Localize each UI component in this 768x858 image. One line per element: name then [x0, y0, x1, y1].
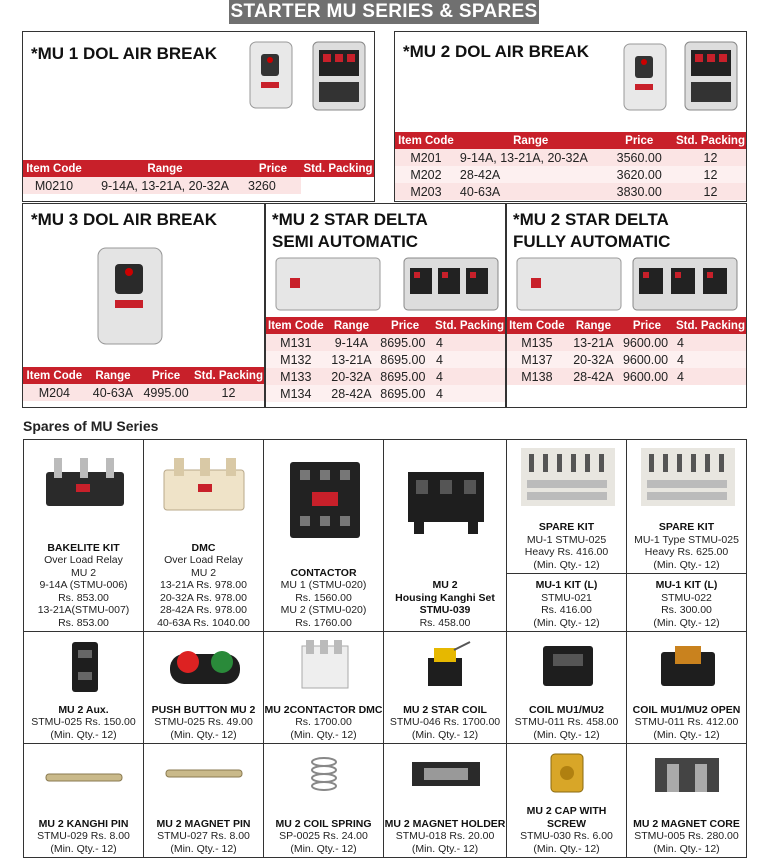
product-subtitle: SEMI AUTOMATIC — [272, 232, 419, 251]
col-item-code: Item Code — [507, 317, 567, 334]
col-item-code: Item Code — [395, 132, 457, 149]
table-row: M133 20-32A 8695.00 4 — [266, 368, 506, 385]
price-table — [23, 367, 265, 401]
spare-text — [384, 704, 506, 742]
table-row: M138 28-42A 9600.00 4 — [507, 368, 747, 385]
col-range: Range — [457, 132, 605, 149]
page-banner: STARTER MU SERIES & SPARES — [230, 1, 538, 22]
spare-name: MU 2 KANGHI PIN — [38, 817, 129, 830]
spare-detail: STMU-027 Rs. 8.00 — [157, 830, 250, 842]
spare-coil — [506, 631, 627, 744]
spare-detail: Rs. 1560.00 — [295, 591, 352, 604]
spare-name: MU 2 — [432, 579, 458, 591]
table-row: M203 40-63A 3830.00 12 — [395, 183, 747, 200]
contactor-image — [264, 456, 384, 542]
spare-detail: (Min. Qty.- 12) — [533, 842, 600, 855]
col-std-packing: Std. Packing — [192, 367, 265, 384]
starter-internal-image — [311, 40, 367, 112]
magnet-holder-image — [384, 754, 507, 794]
spare-text — [264, 704, 383, 742]
spare-text — [627, 579, 746, 629]
spare-text — [384, 579, 506, 629]
product-title: *MU 2 STAR DELTA — [513, 210, 669, 229]
spare-text — [264, 818, 383, 856]
table-row: M131 9-14A 8695.00 4 — [266, 334, 506, 351]
spare-detail: STMU-029 Rs. 8.00 — [37, 830, 130, 842]
spare-detail: Rs. 853.00 — [58, 616, 109, 629]
spare-detail: Rs. 300.00 — [661, 604, 712, 616]
spare-text — [627, 704, 746, 742]
starter-enclosure-image — [621, 42, 669, 112]
spare-detail: MU 2 — [190, 566, 217, 579]
coil-open-image — [627, 638, 747, 694]
starter-internal-image — [683, 40, 739, 112]
spare-coil-open — [626, 631, 747, 744]
spare-name: MU 2CONTACTOR DMC — [264, 703, 383, 716]
col-std-packing: Std. Packing — [301, 160, 375, 177]
spare-kit-l-2 — [626, 573, 747, 632]
spare-text — [627, 521, 746, 571]
spare-detail: MU 2 (STMU-020) — [280, 604, 367, 616]
spare-kit-2 — [626, 439, 747, 574]
col-price: Price — [620, 317, 674, 334]
product-title: *MU 2 STAR DELTA — [272, 210, 428, 229]
spare-text — [507, 579, 626, 629]
col-item-code: Item Code — [23, 367, 86, 384]
table-row: M132 13-21A 8695.00 4 — [266, 351, 506, 368]
spare-detail: Rs. 1700.00 — [295, 716, 352, 728]
col-price: Price — [377, 317, 433, 334]
spare-detail: 28-42A Rs. 978.00 — [160, 604, 247, 616]
product-subtitle: FULLY AUTOMATIC — [513, 232, 671, 251]
spare-aux — [23, 631, 144, 744]
product-title: *MU 3 DOL AIR BREAK — [31, 210, 218, 229]
spare-detail: Over Load Relay — [164, 554, 243, 566]
spare-text — [144, 704, 263, 742]
spare-detail: (Min. Qty.- 12) — [653, 842, 720, 855]
starter-enclosure-image — [247, 40, 295, 110]
spare-bakelite-kit — [23, 439, 144, 632]
spare-detail: (Min. Qty.- 12) — [533, 558, 600, 571]
spare-detail: (Min. Qty.- 12) — [653, 728, 720, 741]
spare-detail: MU-1 Type STMU-025 — [634, 533, 739, 546]
spare-detail: STMU-011 Rs. 412.00 — [634, 716, 739, 728]
col-range: Range — [86, 367, 141, 384]
push-button-image — [144, 640, 264, 692]
table-row: M137 20-32A 9600.00 4 — [507, 351, 747, 368]
table-row: M0210 9-14A, 13-21A, 20-32A 3260 — [23, 177, 375, 194]
spare-text — [24, 704, 143, 742]
spare-star-coil — [383, 631, 507, 744]
starter-enclosure-image — [95, 246, 165, 346]
spare-name: MU-1 KIT (L) — [655, 579, 718, 591]
overload-relay-image — [24, 454, 144, 516]
table-row: M201 9-14A, 13-21A, 20-32A 3560.00 12 — [395, 149, 747, 166]
spare-name: MU-1 KIT (L) — [535, 579, 598, 591]
spare-detail: (Min. Qty.- 12) — [653, 558, 720, 571]
product-title: *MU 1 DOL AIR BREAK — [31, 44, 218, 63]
spare-detail: (Min. Qty.- 12) — [653, 616, 720, 629]
spare-coil-spring — [263, 743, 384, 858]
table-row: M135 13-21A 9600.00 4 — [507, 334, 747, 351]
spare-detail: STMU-011 Rs. 458.00 — [514, 716, 619, 728]
spare-detail: STMU-022 — [661, 591, 712, 604]
spare-contactor-dmc — [263, 631, 384, 744]
spare-name: MU 2 MAGNET HOLDER — [384, 817, 506, 830]
col-item-code: Item Code — [266, 317, 326, 334]
table-row: M204 40-63A 4995.00 12 — [23, 384, 265, 401]
spare-detail: Heavy Rs. 625.00 — [644, 546, 729, 558]
spare-text — [144, 542, 263, 630]
contactor-dmc-image — [264, 638, 384, 694]
spare-text — [507, 805, 626, 855]
spare-dmc — [143, 439, 264, 632]
spare-detail: STMU-025 Rs. 49.00 — [154, 716, 253, 728]
product-mu3-dol — [22, 203, 265, 408]
col-price: Price — [140, 367, 192, 384]
spare-detail: (Min. Qty.- 12) — [50, 842, 117, 855]
kanghi-housing-image — [384, 462, 507, 538]
spare-detail: STMU-021 — [541, 591, 592, 604]
spare-detail: 13-21A Rs. 978.00 — [160, 579, 247, 591]
spare-magnet-pin — [143, 743, 264, 858]
spare-name: CONTACTOR — [290, 566, 357, 579]
product-title: *MU 2 DOL AIR BREAK — [403, 42, 590, 61]
spare-name: MU 2 MAGNET PIN — [156, 817, 251, 830]
price-table — [266, 317, 506, 402]
star-delta-internal-image — [631, 256, 739, 312]
spare-detail: STMU-030 Rs. 6.00 — [520, 830, 613, 842]
col-range: Range — [326, 317, 378, 334]
spare-name: DMC — [191, 541, 216, 554]
spare-kit-l-1 — [506, 573, 627, 632]
col-std-packing: Std. Packing — [674, 317, 747, 334]
price-table — [395, 132, 747, 200]
aux-contact-image — [24, 638, 144, 696]
spare-detail: Over Load Relay — [44, 554, 123, 566]
pin-image — [144, 758, 264, 788]
spare-name: MU 2 Aux. — [58, 703, 109, 716]
col-range: Range — [85, 160, 245, 177]
spare-detail: STMU-046 Rs. 1700.00 — [389, 716, 501, 728]
spare-name: SPARE KIT — [658, 521, 715, 533]
dmc-relay-image — [144, 454, 264, 518]
spare-text — [507, 704, 626, 742]
spare-magnet-holder — [383, 743, 507, 858]
spare-detail: MU 1 (STMU-020) — [280, 579, 367, 591]
spare-kit-1 — [506, 439, 627, 574]
spare-detail: Rs. 1760.00 — [295, 616, 352, 629]
spare-detail: Rs. 458.00 — [419, 616, 471, 629]
col-price: Price — [605, 132, 674, 149]
spare-contactor — [263, 439, 384, 632]
product-mu1-dol — [22, 31, 375, 202]
spare-detail: STMU-018 Rs. 20.00 — [395, 830, 495, 842]
spare-name: BAKELITE KIT — [47, 541, 120, 554]
spare-name: MU 2 CAP WITH SCREW — [526, 805, 607, 830]
spare-detail: MU-1 STMU-025 — [526, 533, 607, 546]
spare-detail: (Min. Qty.- 12) — [170, 842, 237, 855]
spare-name: MU 2 COIL SPRING — [275, 817, 372, 830]
spare-magnet-core — [626, 743, 747, 858]
spare-detail: Heavy Rs. 416.00 — [524, 546, 609, 558]
cap-screw-image — [507, 750, 627, 796]
spare-detail: MU 2 — [70, 566, 97, 579]
product-star-delta-full — [506, 203, 747, 408]
star-delta-enclosure-image — [274, 256, 382, 312]
spare-kit-image — [627, 446, 747, 508]
spare-detail: Rs. 416.00 — [541, 604, 592, 616]
star-coil-image — [384, 640, 507, 694]
coil-image — [507, 638, 627, 694]
spare-cap-with-screw — [506, 743, 627, 858]
spare-name: MU 2 STAR COIL — [403, 703, 487, 716]
spare-detail: 13-21A(STMU-007) — [37, 604, 130, 616]
spare-detail: (Min. Qty.- 12) — [533, 616, 600, 629]
spare-text — [24, 542, 143, 630]
spare-name: MU 2 MAGNET CORE — [633, 817, 740, 830]
spare-detail: Housing Kanghi Set — [395, 591, 495, 604]
spare-name: COIL MU1/MU2 OPEN — [632, 703, 741, 716]
spare-text — [384, 818, 506, 856]
col-range: Range — [567, 317, 620, 334]
spare-detail: 20-32A Rs. 978.00 — [160, 591, 247, 604]
spare-detail: (Min. Qty.- 12) — [290, 728, 357, 741]
product-mu2-dol — [394, 31, 747, 202]
col-item-code: Item Code — [23, 160, 85, 177]
spare-detail: (Min. Qty.- 12) — [170, 728, 237, 741]
price-table — [507, 317, 747, 385]
spare-detail: STMU-025 Rs. 150.00 — [31, 716, 136, 728]
spare-text — [264, 567, 383, 630]
spare-detail: (Min. Qty.- 12) — [50, 728, 117, 741]
spare-text — [24, 818, 143, 856]
spare-name: PUSH BUTTON MU 2 — [151, 703, 256, 716]
spare-push-button — [143, 631, 264, 744]
spare-kanghi-pin — [23, 743, 144, 858]
col-price: Price — [245, 160, 301, 177]
price-table — [23, 160, 375, 194]
spares-section-title: Spares of MU Series — [23, 418, 159, 434]
spare-name: COIL MU1/MU2 — [528, 703, 605, 716]
spare-text — [627, 818, 746, 856]
spare-detail: (Min. Qty.- 12) — [411, 842, 479, 855]
spare-kanghi-set — [383, 439, 507, 632]
spare-name: SPARE KIT — [538, 521, 595, 533]
spare-detail: STMU-005 Rs. 280.00 — [634, 830, 739, 842]
star-delta-internal-image — [402, 256, 500, 312]
spare-detail: (Min. Qty.- 12) — [411, 728, 479, 741]
spare-detail: STMU-039 — [419, 604, 471, 616]
product-star-delta-semi — [265, 203, 506, 408]
pin-image — [24, 762, 144, 792]
spare-kit-image — [507, 446, 627, 508]
spare-detail: 9-14A (STMU-006) — [39, 579, 128, 591]
table-row: M134 28-42A 8695.00 4 — [266, 385, 506, 402]
col-std-packing: Std. Packing — [674, 132, 747, 149]
spare-text — [144, 818, 263, 856]
spare-detail: Rs. 853.00 — [58, 591, 109, 604]
magnet-core-image — [627, 754, 747, 796]
spare-detail: SP-0025 Rs. 24.00 — [279, 830, 368, 842]
spring-image — [264, 752, 384, 800]
spare-detail: 40-63A Rs. 1040.00 — [157, 616, 250, 629]
table-row: M202 28-42A 3620.00 12 — [395, 166, 747, 183]
col-std-packing: Std. Packing — [433, 317, 506, 334]
spare-detail: (Min. Qty.- 12) — [290, 842, 357, 855]
star-delta-enclosure-image — [515, 256, 623, 312]
spare-detail: (Min. Qty.- 12) — [533, 728, 600, 741]
spare-text — [507, 521, 626, 571]
